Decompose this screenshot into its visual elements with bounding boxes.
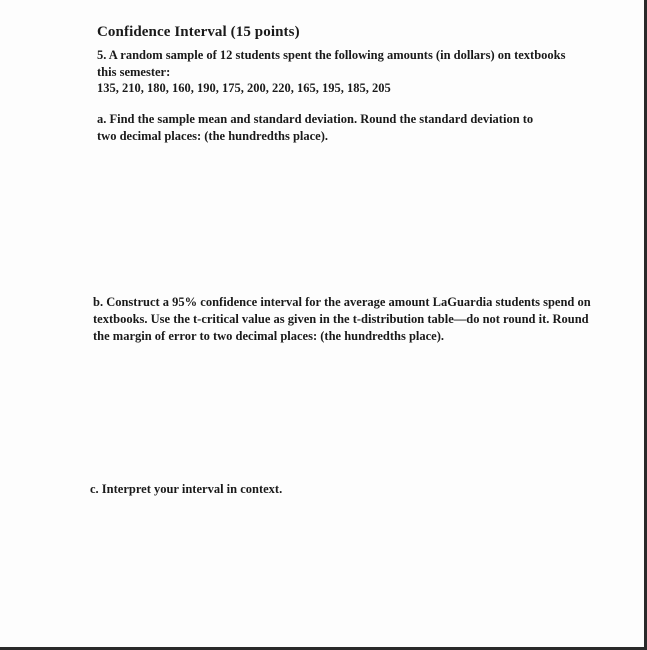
question-intro: 5. A random sample of 12 students spent the following amounts (in dollars) on textbooks this semester:	[97, 48, 566, 79]
question-part-b: b. Construct a 95% confidence interval for the average amount LaGuardia students spend on textbooks. Use the t-critical value as given in the t-distribution table—do not round it. Round the margin of error to two decimal places: (the hundredths place).	[93, 295, 591, 343]
question-part-a: a. Find the sample mean and standard deviation. Round the standard deviation to two decimal places: (the hundredths place).	[97, 112, 534, 143]
page-title: Confidence Interval (15 points)	[97, 24, 300, 40]
question-data-values: 135, 210, 180, 160, 190, 175, 200, 220, 165, 195, 185, 205	[97, 81, 391, 95]
question-part-c: c. Interpret your interval in context.	[90, 482, 283, 496]
